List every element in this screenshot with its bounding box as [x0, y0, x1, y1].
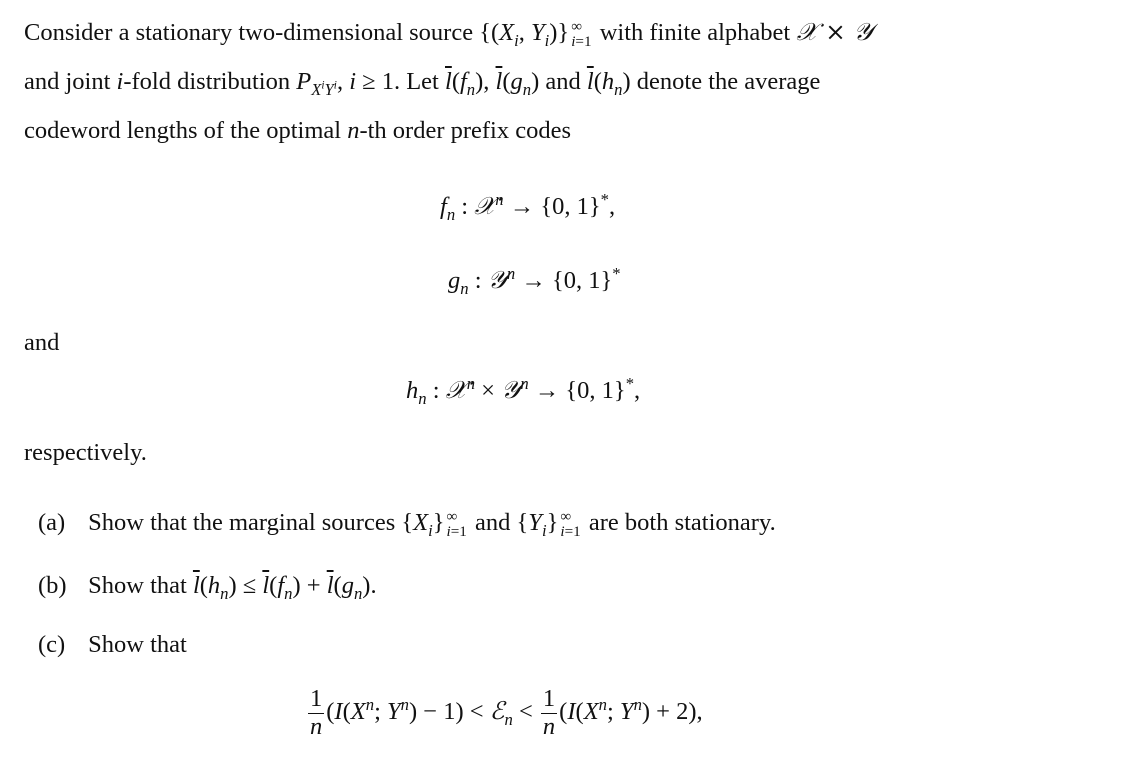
line2-prefix: and joint	[24, 68, 117, 95]
equation-c: $\frac{1}{n}$ ($I(X^n$; $Y^n) - 1$) < ℰ$_n$ < $\frac{1}{n}$ ($I(X^n$; $Y^n) + 2$),	[310, 685, 703, 740]
connector-and: and	[24, 329, 60, 356]
paragraph-line-1	[24, 16, 873, 50]
lengths-expr: $\overline{l}(f_n)$, $\overline{l}(g_n)$ and $\overline{l}(h_n)$	[445, 68, 631, 99]
line2-mid: -fold distribution	[123, 68, 297, 95]
line2-after: . Let	[393, 68, 445, 95]
item-b-label: (b)	[38, 572, 67, 599]
distribution-expr: $P_{X^iY^i}$, i ≥ 1	[296, 68, 394, 99]
line2-tail: denote the average	[630, 68, 821, 95]
equation-gn: $g_n$ : 𝒴$^n$ → {0, 1}*	[448, 263, 621, 298]
item-a-end: are both stationary.	[588, 509, 776, 536]
item-b-text: Show that	[88, 572, 187, 599]
line3-text: codeword lengths of the optimal	[24, 117, 348, 144]
connector-respectively: respectively.	[24, 439, 147, 466]
item-a: (a) Show that the marginal sources $\{X_i\}$ ∞ i=1 and $\{Y_i\}$ ∞ i=1 are both stationary.	[38, 508, 776, 541]
item-c	[38, 629, 187, 661]
paragraph-line-2: and joint i-fold distribution $P_{X^iY^i}$, i ≥ 1. Let $\overline{l}(f_n)$, $\overline{l}(g_n)$ and $\overline{l}(h_n)$ denote the average	[24, 68, 821, 99]
line3-tail: -th order prefix codes	[359, 117, 572, 144]
item-a-mid: and	[475, 509, 511, 536]
equation-hn: $h_n$ : 𝒳$^n$ × 𝒴$^n$ → {0, 1}*,	[406, 373, 641, 408]
equation-fn: $f_n$ : 𝒳$^n$ → {0, 1}*,	[440, 189, 616, 224]
item-b: (b) Show that $\overline{l}(h_n) \le \overline{l}(f_n) + \overline{l}(g_n)$.	[38, 572, 377, 603]
line1-text: Consider a stationary two-dimensional source	[24, 19, 480, 46]
paragraph-line-3: codeword lengths of the optimal n-th order prefix codes	[24, 117, 572, 144]
line1-after: with finite alphabet	[593, 19, 797, 46]
item-a-text: Show that the marginal sources	[88, 509, 396, 536]
alphabet-expr: 𝒳 × 𝒴	[796, 17, 873, 46]
source-expr: {($X_i$, $Y_i$)} ∞ i=1	[479, 18, 592, 51]
item-a-label: (a)	[38, 509, 66, 536]
item-c-label: (c)	[38, 631, 66, 658]
item-c-text: Show that	[88, 631, 187, 658]
